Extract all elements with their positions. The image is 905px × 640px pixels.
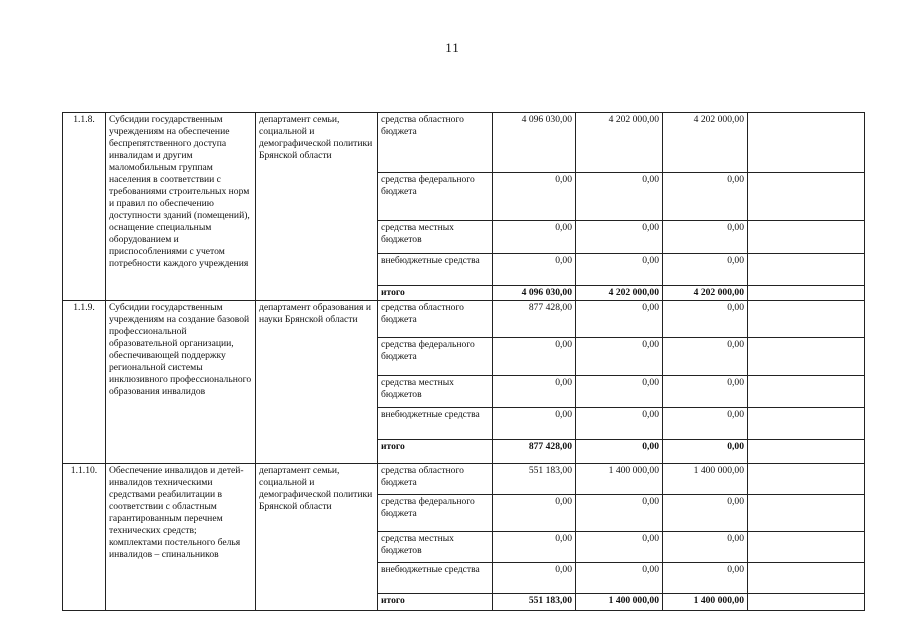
- funding-source-total: итого: [378, 594, 493, 611]
- amount-1-total: 4 096 030,00: [493, 286, 576, 301]
- amount-1: 551 183,00: [493, 464, 576, 495]
- measure-name: Субсидии государственным учреждениям на создание базовой профессиональной образовательной организации, обеспечивающей поддержку региональной системы инклюзивного профессионального образования инвалидов: [106, 301, 256, 464]
- blank-cell: [748, 594, 865, 611]
- amount-1: 0,00: [493, 408, 576, 440]
- amount-2: 0,00: [576, 301, 663, 338]
- amount-2-total: 1 400 000,00: [576, 594, 663, 611]
- amount-1-total: 877 428,00: [493, 440, 576, 464]
- measure-code: 1.1.10.: [63, 464, 106, 611]
- amount-1: 0,00: [493, 376, 576, 408]
- table-row: [63, 301, 865, 338]
- amount-3: 0,00: [663, 495, 748, 532]
- amount-2-total: 0,00: [576, 440, 663, 464]
- funding-source: средства областного бюджета: [378, 301, 493, 338]
- amount-3: 4 202 000,00: [663, 113, 748, 173]
- blank-cell: [748, 563, 865, 594]
- page-number: 11: [445, 40, 460, 55]
- amount-1: 0,00: [493, 532, 576, 563]
- amount-3-total: 1 400 000,00: [663, 594, 748, 611]
- funding-source: внебюджетные средства: [378, 254, 493, 286]
- blank-cell: [748, 408, 865, 440]
- amount-1: 0,00: [493, 173, 576, 221]
- amount-3: 0,00: [663, 532, 748, 563]
- funding-source: внебюджетные средства: [378, 408, 493, 440]
- amount-3: 0,00: [663, 301, 748, 338]
- amount-3: 0,00: [663, 376, 748, 408]
- amount-2: 0,00: [576, 376, 663, 408]
- funding-source: внебюджетные средства: [378, 563, 493, 594]
- funding-source: средства федерального бюджета: [378, 173, 493, 221]
- amount-1: 877 428,00: [493, 301, 576, 338]
- amount-1: 0,00: [493, 495, 576, 532]
- amount-3: 0,00: [663, 173, 748, 221]
- blank-cell: [748, 338, 865, 376]
- amount-2: 0,00: [576, 338, 663, 376]
- amount-3: 0,00: [663, 563, 748, 594]
- funding-source: средства местных бюджетов: [378, 376, 493, 408]
- blank-cell: [748, 254, 865, 286]
- amount-3-total: 0,00: [663, 440, 748, 464]
- funding-source: средства федерального бюджета: [378, 338, 493, 376]
- funding-source: средства областного бюджета: [378, 113, 493, 173]
- blank-cell: [748, 464, 865, 495]
- funding-source-total: итого: [378, 440, 493, 464]
- blank-cell: [748, 301, 865, 338]
- amount-2: 0,00: [576, 408, 663, 440]
- blank-cell: [748, 440, 865, 464]
- executor: департамент образования и науки Брянской области: [256, 301, 378, 464]
- table-row: [63, 113, 865, 173]
- measure-code: 1.1.8.: [63, 113, 106, 301]
- funding-source: средства областного бюджета: [378, 464, 493, 495]
- blank-cell: [748, 173, 865, 221]
- amount-2: 0,00: [576, 532, 663, 563]
- amount-2: 4 202 000,00: [576, 113, 663, 173]
- amount-1: 0,00: [493, 221, 576, 254]
- budget-table: [62, 112, 865, 611]
- amount-2: 0,00: [576, 495, 663, 532]
- amount-2: 1 400 000,00: [576, 464, 663, 495]
- blank-cell: [748, 376, 865, 408]
- amount-1: 0,00: [493, 254, 576, 286]
- amount-1: 0,00: [493, 338, 576, 376]
- table-row: [63, 464, 865, 495]
- amount-3: 0,00: [663, 221, 748, 254]
- blank-cell: [748, 113, 865, 173]
- executor: департамент семьи, социальной и демографической политики Брянской области: [256, 464, 378, 611]
- measure-code: 1.1.9.: [63, 301, 106, 464]
- amount-1: 4 096 030,00: [493, 113, 576, 173]
- amount-2: 0,00: [576, 221, 663, 254]
- blank-cell: [748, 495, 865, 532]
- executor: департамент семьи, социальной и демографической политики Брянской области: [256, 113, 378, 301]
- amount-2: 0,00: [576, 173, 663, 221]
- measure-name: Субсидии государственным учреждениям на обеспечение беспрепятственного доступа инвалидам и другим маломобильным группам населения в соответствии с требованиями строительных норм и правил по обеспечению доступности зданий (помещений), оснащение специальным оборудованием и приспособлениями с учетом потребности каждого учреждения: [106, 113, 256, 301]
- blank-cell: [748, 286, 865, 301]
- amount-3-total: 4 202 000,00: [663, 286, 748, 301]
- amount-3: 1 400 000,00: [663, 464, 748, 495]
- amount-1: 0,00: [493, 563, 576, 594]
- blank-cell: [748, 221, 865, 254]
- blank-cell: [748, 532, 865, 563]
- amount-3: 0,00: [663, 338, 748, 376]
- amount-1-total: 551 183,00: [493, 594, 576, 611]
- amount-2-total: 4 202 000,00: [576, 286, 663, 301]
- funding-source: средства местных бюджетов: [378, 532, 493, 563]
- funding-source: средства местных бюджетов: [378, 221, 493, 254]
- amount-3: 0,00: [663, 408, 748, 440]
- amount-3: 0,00: [663, 254, 748, 286]
- amount-2: 0,00: [576, 254, 663, 286]
- measure-name: Обеспечение инвалидов и детей-инвалидов техническими средствами реабилитации в соответствии с областным гарантированным перечнем технических средств; комплектами постельного белья инвалидов – спинальников: [106, 464, 256, 611]
- funding-source: средства федерального бюджета: [378, 495, 493, 532]
- amount-2: 0,00: [576, 563, 663, 594]
- funding-source-total: итого: [378, 286, 493, 301]
